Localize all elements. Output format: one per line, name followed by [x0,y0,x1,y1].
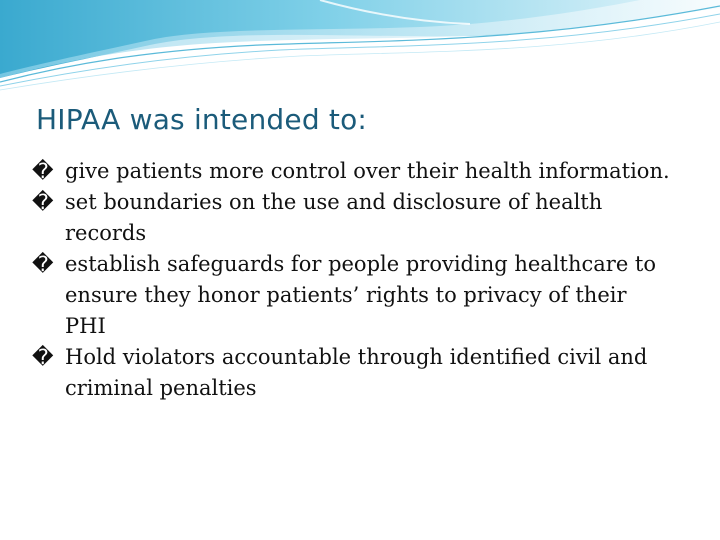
bullet-glyph-icon: � [32,252,54,276]
bullet-list [32,156,672,404]
slide-title: HIPAA was intended to: [36,103,368,136]
bullet-glyph-icon: � [32,190,54,214]
bullet-text: give patients more control over their health information. [65,159,670,183]
bullet-text: establish safeguards for people providing healthcare to ensure they honor patients’ rights to privacy of their PHI [65,252,657,338]
bullet-glyph-icon: � [32,345,54,369]
bullet-item [32,187,672,249]
bullet-item [32,249,672,342]
bullet-text: set boundaries on the use and disclosure of health records [65,190,603,245]
bullet-item [32,342,672,404]
bullet-text: Hold violators accountable through identified civil and criminal penalties [65,345,648,400]
header-wave-decoration [0,0,720,100]
bullet-glyph-icon: � [32,159,54,183]
bullet-item [32,156,672,187]
